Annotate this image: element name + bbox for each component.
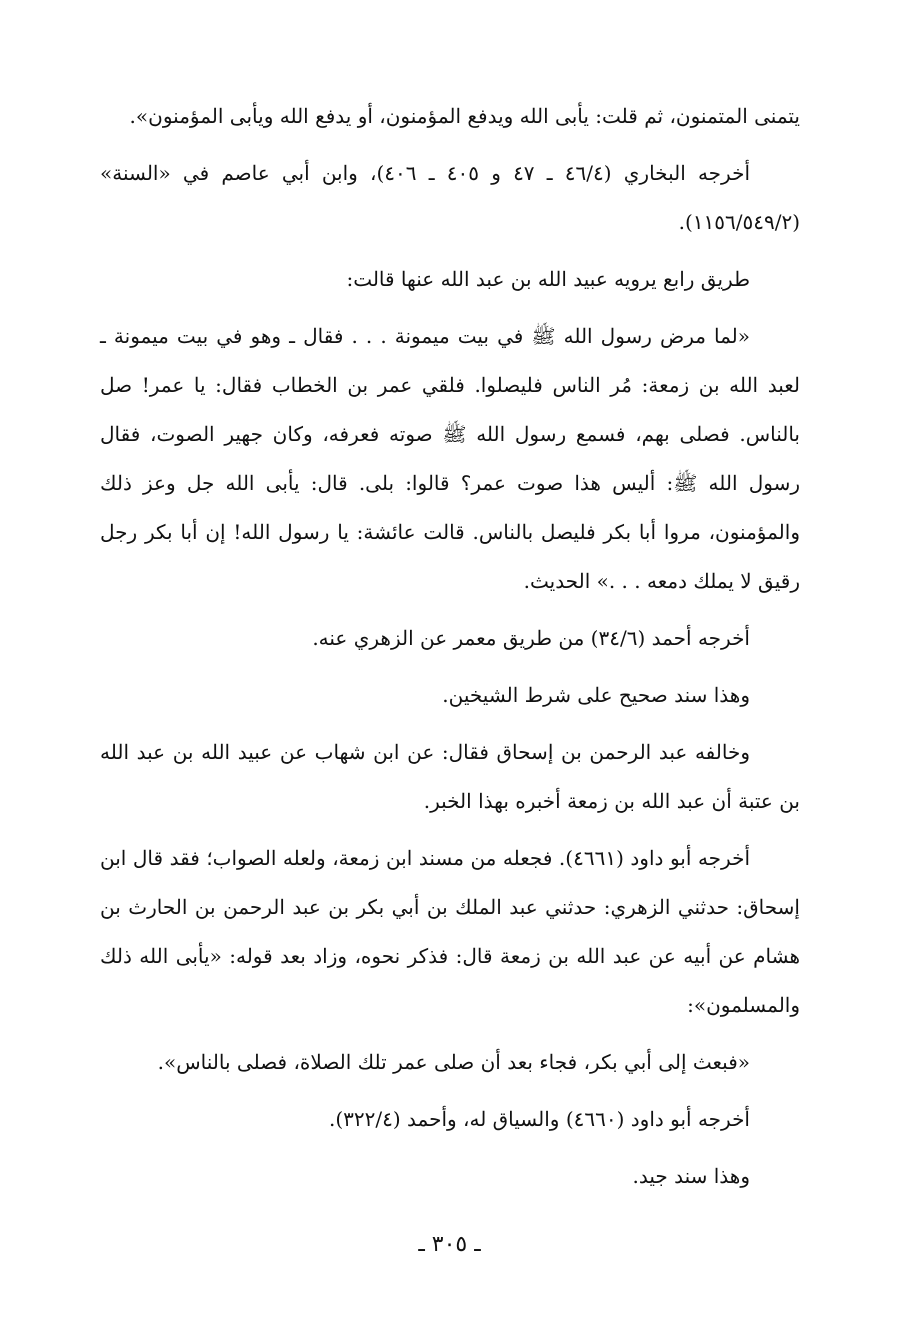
page-number: ـ ٣٠٥ ـ [418,1232,481,1257]
paragraph-abu-dawud-4661: أخرجه أبو داود (٤٦٦١). فجعله من مسند ابن زمعة، ولعله الصواب؛ فقد قال ابن إسحاق: حدثني الزهري: حدثني عبد الملك بن أبي بكر بن عبد الرحمن بن الحارث بن هشام عن أبيه عن عبد الله بن زمعة قال: فذكر نحوه، وزاد بعد قوله: «يأبى الله ذلك والمسلمون»: [100,846,800,1017]
paragraph-abu-dawud-4660: أخرجه أبو داود (٤٦٦٠) والسياق له، وأحمد (٣٢٢/٤). [328,1107,750,1131]
paragraph-abdulrahman-ishaq: وخالفه عبد الرحمن بن إسحاق فقال: عن ابن شهاب عن عبيد الله بن عبد الله بن عتبة أن عبد الله بن زمعة أخبره بهذا الخبر. [100,740,800,813]
paragraph-hadith-text: «لما مرض رسول الله ﷺ في بيت ميمونة . . . فقال ـ وهو في بيت ميمونة ـ لعبد الله بن زمعة: مُر الناس فليصلوا. فلقي عمر بن الخطاب فقال: يا عمر! صل بالناس. فصلى بهم، فسمع رسول الله ﷺ صوته فعرفه، وكان جهير الصوت، فقال رسول الله ﷺ: أليس هذا صوت عمر؟ قالوا: بلى. قال: يأبى الله جل وعز ذلك والمؤمنون، مروا أبا بكر فليصل بالناس. قالت عائشة: يا رسول الله! إن أبا بكر رجل رقيق لا يملك دمعه . . .» الحديث. [100,324,800,593]
paragraph-sanad-sahih: وهذا سند صحيح على شرط الشيخين. [442,683,750,707]
paragraph-continuation: يتمنى المتمنون، ثم قلت: يأبى الله ويدفع المؤمنون، أو يدفع الله ويأبى المؤمنون». [129,104,800,128]
paragraph-fourth-route-heading: طريق رابع يرويه عبيد الله بن عبد الله عنها قالت: [346,267,750,291]
paragraph-bukhari-reference: أخرجه البخاري (٤٦/٤ ـ ٤٧ و ٤٠٥ ـ ٤٠٦)، وابن أبي عاصم في «السنة» (١١٥٦/٥٤٩/٢). [100,161,800,234]
page-body [100,92,800,1209]
paragraph-ahmad-reference: أخرجه أحمد (٣٤/٦) من طريق معمر عن الزهري عنه. [312,626,750,650]
paragraph-quoted-addition: «فبعث إلى أبي بكر، فجاء بعد أن صلى عمر تلك الصلاة، فصلى بالناس». [157,1050,750,1074]
paragraph-sanad-jayyid: وهذا سند جيد. [632,1164,750,1188]
